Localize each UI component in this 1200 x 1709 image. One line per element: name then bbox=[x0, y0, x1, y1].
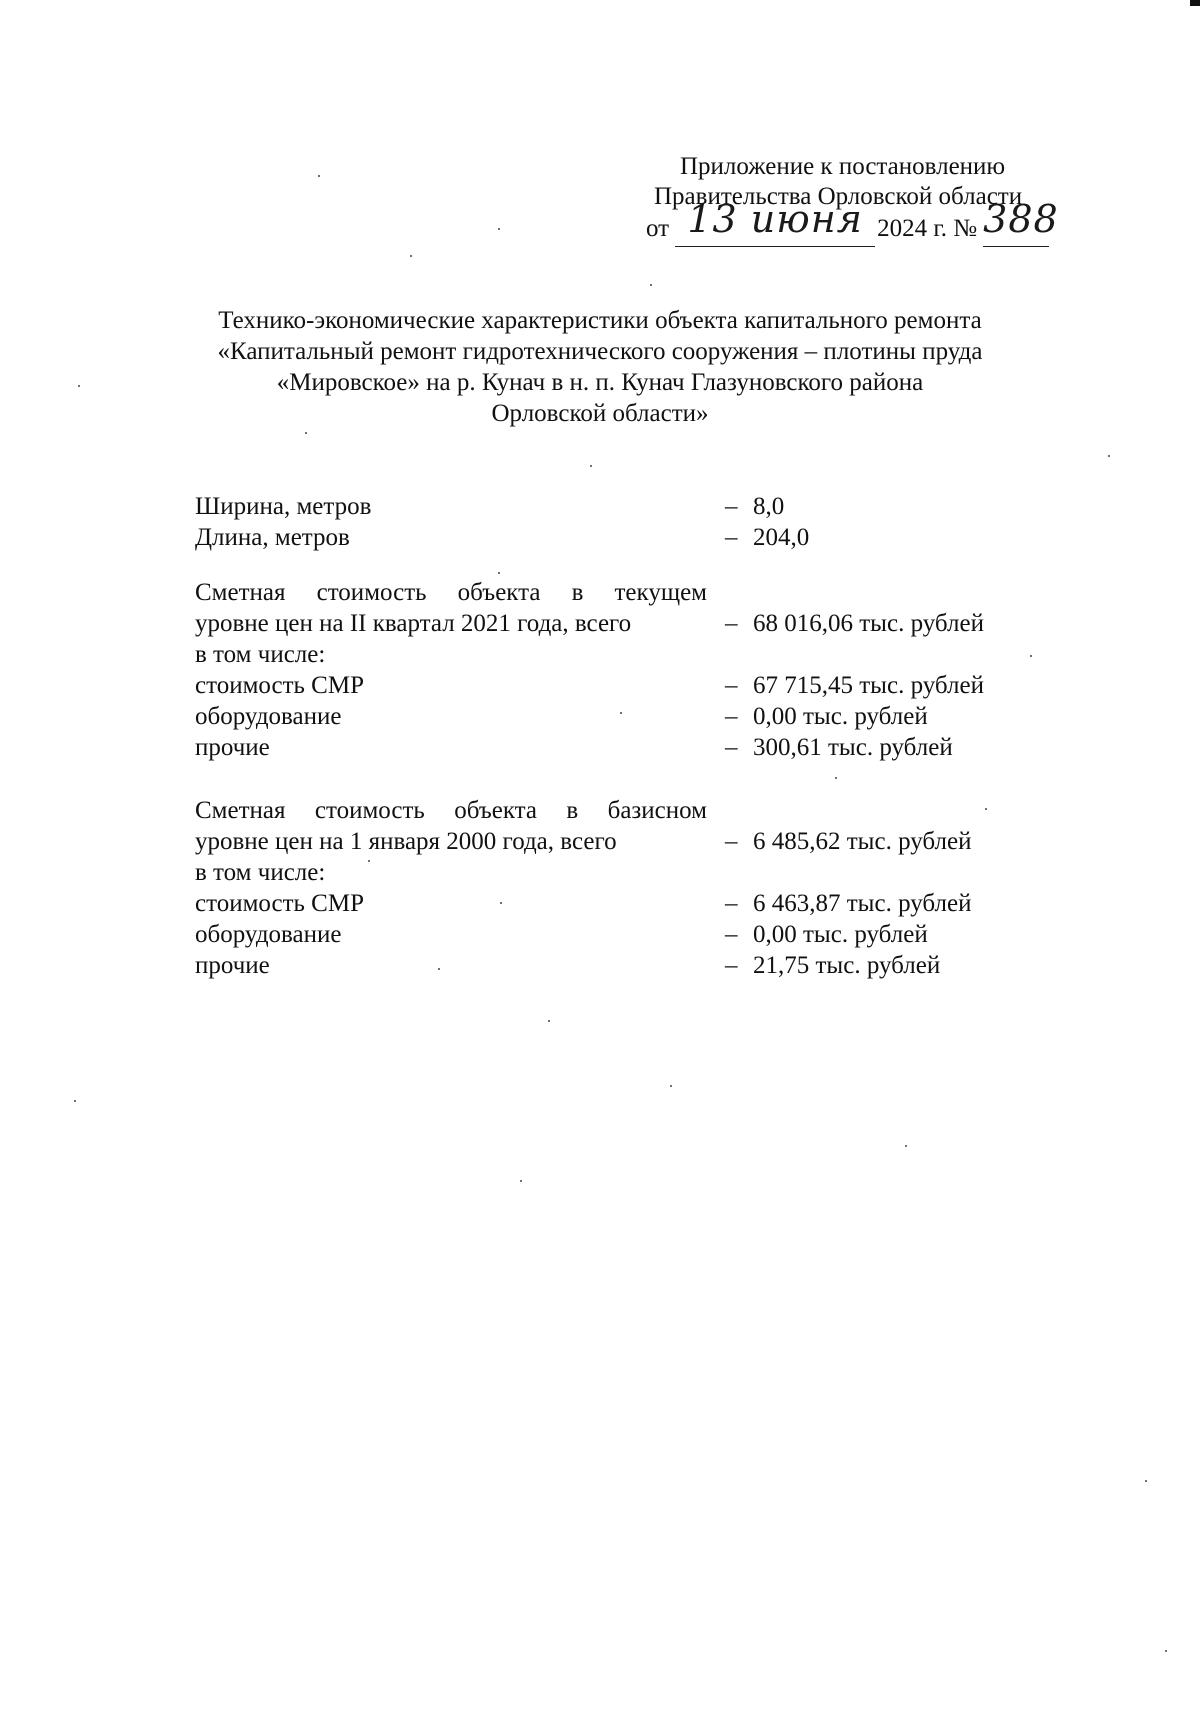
base-smr-number: 6 463,87 тыс. рублей bbox=[753, 890, 972, 917]
current-smr-label: стоимость СМР bbox=[195, 672, 364, 699]
scan-speck bbox=[985, 808, 987, 810]
base-total-value bbox=[725, 827, 971, 857]
dash: – bbox=[725, 828, 738, 855]
appendix-line-2: Правительства Орловской области bbox=[654, 183, 1023, 210]
current-smr-value bbox=[725, 671, 984, 701]
current-other-number: 300,61 тыс. рублей bbox=[753, 734, 953, 761]
scan-speck bbox=[498, 228, 500, 230]
current-equipment-label: оборудование bbox=[195, 703, 342, 730]
appendix-line-1: Приложение к постановлению bbox=[680, 153, 1006, 180]
handwritten-date: 13 июня bbox=[687, 197, 863, 241]
scan-speck bbox=[1165, 1650, 1167, 1652]
title-line: «Мировское» на р. Кунач в н. п. Кунач Глазуновского района bbox=[276, 369, 924, 396]
base-cost-line-2: уровне цен на 1 января 2000 года, всего bbox=[195, 828, 617, 855]
dash: – bbox=[725, 493, 738, 520]
dash: – bbox=[725, 734, 738, 761]
scan-speck bbox=[548, 1020, 550, 1022]
scan-speck bbox=[410, 255, 412, 257]
title-line: Орловской области» bbox=[491, 400, 709, 427]
title-line: Технико-экономические характеристики объекта капитального ремонта bbox=[218, 307, 982, 334]
scan-speck bbox=[1145, 1480, 1147, 1482]
scan-speck bbox=[305, 432, 307, 434]
base-other-value bbox=[725, 951, 940, 981]
base-total-number: 6 485,62 тыс. рублей bbox=[753, 828, 972, 855]
base-equipment-number: 0,00 тыс. рублей bbox=[753, 921, 928, 948]
dash: – bbox=[725, 524, 738, 551]
dash: – bbox=[725, 921, 738, 948]
scan-speck bbox=[438, 968, 440, 970]
title-line: «Капитальный ремонт гидротехнического сооружения – плотины пруда bbox=[217, 338, 983, 365]
dash: – bbox=[725, 890, 738, 917]
dash: – bbox=[725, 672, 738, 699]
base-other-number: 21,75 тыс. рублей bbox=[753, 952, 941, 979]
width-label: Ширина, метров bbox=[195, 493, 372, 520]
scan-speck bbox=[1030, 655, 1032, 657]
current-smr-number: 67 715,45 тыс. рублей bbox=[753, 672, 984, 699]
current-cost-line-1: Сметная стоимость объекта в текущем bbox=[195, 579, 707, 606]
current-including-label: в том числе: bbox=[195, 641, 326, 668]
base-equipment-label: оборудование bbox=[195, 921, 342, 948]
width-number: 8,0 bbox=[753, 493, 785, 520]
width-value bbox=[725, 492, 784, 522]
scan-speck bbox=[835, 777, 837, 779]
base-including-label: в том числе: bbox=[195, 859, 326, 886]
current-other-value bbox=[725, 733, 953, 763]
scan-speck bbox=[500, 902, 502, 904]
base-other-label: прочие bbox=[195, 952, 270, 979]
current-total-number: 68 016,06 тыс. рублей bbox=[753, 610, 984, 637]
scan-speck bbox=[620, 712, 622, 714]
current-other-label: прочие bbox=[195, 734, 270, 761]
scan-speck bbox=[520, 1180, 522, 1182]
current-equipment-number: 0,00 тыс. рублей bbox=[753, 703, 928, 730]
scan-speck bbox=[74, 1100, 76, 1102]
base-equipment-value bbox=[725, 920, 928, 950]
scan-speck bbox=[590, 465, 592, 467]
length-label: Длина, метров bbox=[195, 524, 350, 551]
current-cost-line-2: уровне цен на II квартал 2021 года, всего bbox=[195, 610, 632, 637]
scan-speck bbox=[670, 1085, 672, 1087]
scan-speck bbox=[368, 860, 370, 862]
scan-speck bbox=[318, 175, 320, 177]
scan-speck bbox=[498, 572, 500, 574]
handwritten-number: 388 bbox=[983, 197, 1059, 241]
length-value bbox=[725, 523, 809, 553]
base-smr-label: стоимость СМР bbox=[195, 890, 364, 917]
year-number-text: 2024 г. № bbox=[877, 215, 978, 242]
base-smr-value bbox=[725, 889, 971, 919]
current-total-value bbox=[725, 609, 984, 639]
scan-speck bbox=[650, 284, 652, 286]
dash: – bbox=[725, 610, 738, 637]
dash: – bbox=[725, 952, 738, 979]
scan-speck bbox=[1108, 455, 1110, 457]
date-prefix: от bbox=[646, 215, 670, 242]
scan-speck bbox=[905, 1145, 907, 1147]
base-cost-line-1: Сметная стоимость объекта в базисном bbox=[195, 797, 707, 824]
dash: – bbox=[725, 703, 738, 730]
current-equipment-value bbox=[725, 702, 928, 732]
length-number: 204,0 bbox=[753, 524, 810, 551]
scan-speck bbox=[78, 385, 80, 387]
